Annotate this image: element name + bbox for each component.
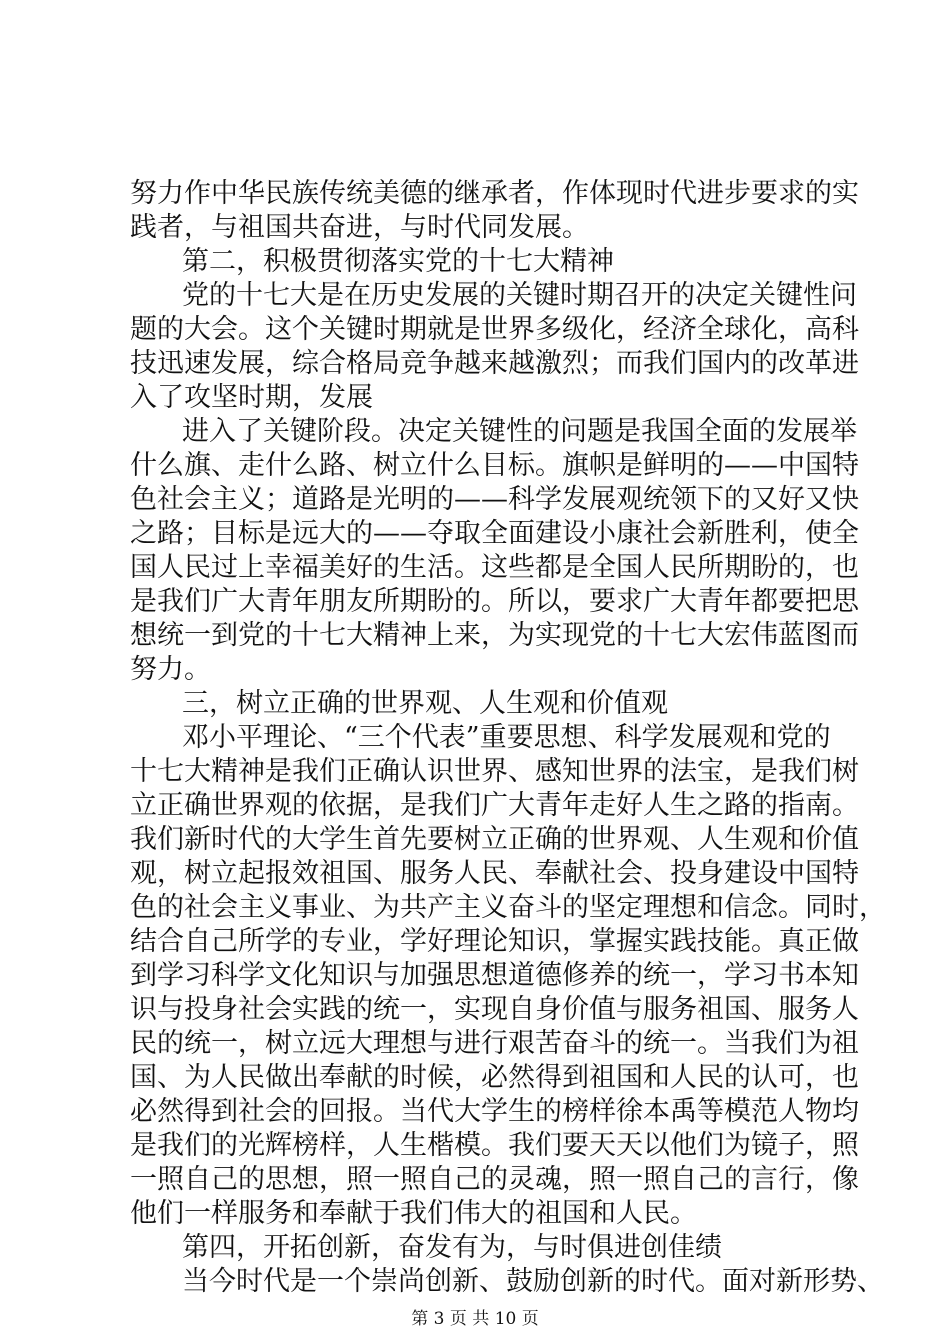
- body-line: 民的统一，树立远大理想与进行艰苦奋斗的统一。当我们为祖: [130, 1028, 859, 1059]
- body-line: 什么旗、走什么路、树立什么目标。旗帜是鲜明的——中国特: [130, 450, 859, 481]
- body-line: 想统一到党的十七大精神上来，为实现党的十七大宏伟蓝图而: [130, 620, 859, 651]
- body-line: 十七大精神是我们正确认识世界、感知世界的法宝，是我们树: [130, 756, 859, 787]
- body-line: 色社会主义；道路是光明的——科学发展观统领下的又好又快: [130, 484, 859, 515]
- body-line: 我们新时代的大学生首先要树立正确的世界观、人生观和价值: [130, 824, 859, 855]
- body-line: 到学习科学文化知识与加强思想道德修养的统一，学习书本知: [130, 960, 859, 991]
- body-line: 邓小平理论、“三个代表”重要思想、科学发展观和党的: [182, 722, 831, 753]
- page-number-footer: 第 3 页 共 10 页: [411, 1309, 539, 1329]
- body-line: 之路；目标是远大的——夺取全面建设小康社会新胜利，使全: [130, 518, 859, 549]
- body-line: 践者，与祖国共奋进，与时代同发展。: [130, 212, 589, 243]
- body-line: 结合自己所学的专业，学好理论知识，掌握实践技能。真正做: [130, 926, 859, 957]
- body-line: 入了攻坚时期，发展: [130, 382, 373, 413]
- body-line: 识与投身社会实践的统一，实现自身价值与服务祖国、服务人: [130, 994, 859, 1025]
- body-line: 进入了关键阶段。决定关键性的问题是我国全面的发展举: [182, 416, 857, 447]
- body-line: 国、为人民做出奉献的时候，必然得到祖国和人民的认可，也: [130, 1062, 859, 1093]
- body-line: 技迅速发展，综合格局竞争越来越激烈；而我们国内的改革进: [130, 348, 859, 379]
- body-line: 党的十七大是在历史发展的关键时期召开的决定关键性问: [182, 280, 857, 311]
- body-line: 色的社会主义事业、为共产主义奋斗的坚定理想和信念。同时，: [130, 892, 886, 923]
- body-line: 国人民过上幸福美好的生活。这些都是全国人民所期盼的，也: [130, 552, 859, 583]
- body-line: 一照自己的思想，照一照自己的灵魂，照一照自己的言行，像: [130, 1164, 859, 1195]
- body-line: 当今时代是一个崇尚创新、鼓励创新的时代。面对新形势、: [182, 1266, 884, 1297]
- section-heading: 第二，积极贯彻落实党的十七大精神: [182, 246, 614, 277]
- section-heading: 第四，开拓创新，奋发有为，与时俱进创佳绩: [182, 1232, 722, 1263]
- body-line: 努力作中华民族传统美德的继承者，作体现时代进步要求的实: [130, 178, 859, 209]
- body-line: 努力。: [130, 654, 211, 685]
- body-line: 必然得到社会的回报。当代大学生的榜样徐本禹等模范人物均: [130, 1096, 859, 1127]
- body-line: 是我们的光辉榜样，人生楷模。我们要天天以他们为镜子，照: [130, 1130, 859, 1161]
- body-line: 立正确世界观的依据，是我们广大青年走好人生之路的指南。: [130, 790, 859, 821]
- body-line: 题的大会。这个关键时期就是世界多级化，经济全球化，高科: [130, 314, 859, 345]
- body-line: 他们一样服务和奉献于我们伟大的祖国和人民。: [130, 1198, 697, 1229]
- section-heading: 三，树立正确的世界观、人生观和价值观: [182, 688, 668, 719]
- body-line: 观，树立起报效祖国、服务人民、奉献社会、投身建设中国特: [130, 858, 859, 889]
- body-line: 是我们广大青年朋友所期盼的。所以，要求广大青年都要把思: [130, 586, 859, 617]
